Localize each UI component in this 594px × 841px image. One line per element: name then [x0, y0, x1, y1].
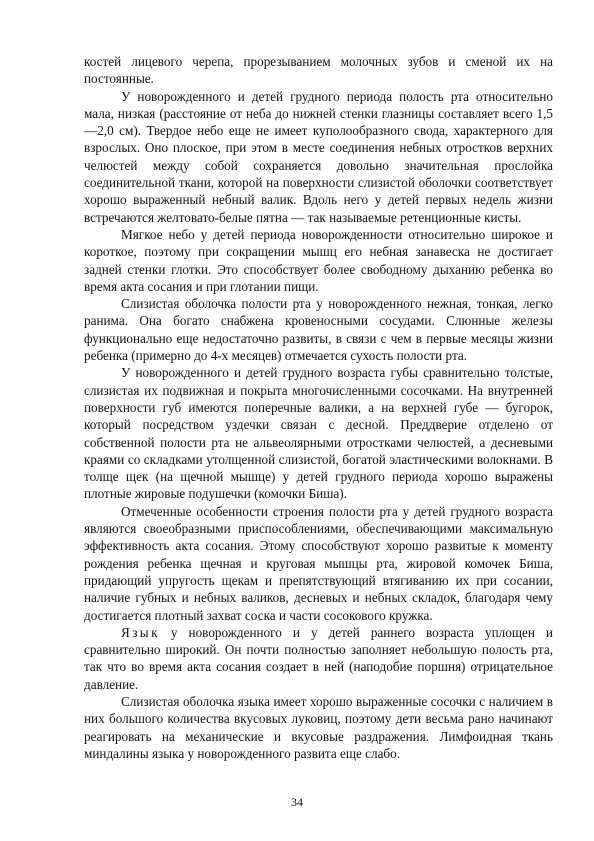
- spaced-term: Язык: [121, 624, 160, 640]
- paragraph-tongue-text: у новорожденного и у детей раннего возраста уплощен и сравнительно широкий. Он почти полностью заполняет небольшую полость рта, так что во время акта сосания создает в ней (наподобие поршня) отрицательное давление.: [84, 624, 553, 692]
- paragraph-tongue-mucosa: Слизистая оболочка языка имеет хорошо выраженные сосочки с наличием в них большого количества вкусовых луковиц, поэтому дети весьма рано начинают реагировать на механические и вкусовые раздражения. Лимфоидная ткань миндалины языка у новорожденного развита еще слабо.: [84, 693, 553, 761]
- paragraph-lips: У новорожденного и детей грудного возраста губы сравнительно толстые, слизистая их подвижная и покрыта многочисленными сосочками. На внутренней поверхности губ имеются поперечные валики, а на верхней губе — бугорок, который посредством уздечки связан с десной. Преддверие отделено от собственной полости рта не альвеолярными отростками челюстей, а десневыми краями со складками утолщенной слизистой, богатой эластическими волокнами. В толще щек (на щечной мышце) у детей грудного периода хорошо выражены плотные жировые подушечки (комочки Биша).: [84, 365, 553, 502]
- paragraph-sucking-adaptations: Отмеченные особенности строения полости рта у детей грудного возраста являются своеобразными приспособлениями, обеспечивающими максимальную эффективность акта сосания. Этому способствуют хорошо развитые к моменту рождения ребенка щечная и круговая мышцы рта, жировой комочек Биша, придающий упругость щекам и препятствующий втягиванию их при сосании, наличие губных и небных валиков, десневых и небных складок, благодаря чему достигается плотный захват соска и части сосокового кружка.: [84, 503, 553, 623]
- paragraph-mucosa: Слизистая оболочка полости рта у новорожденного нежная, тонкая, легко ранима. Она богато снабжена кровеносными сосудами. Слюнные железы функционально еще недостаточно развиты, в связи с чем в первые месяцы жизни ребенка (примерно до 4-х месяцев) отмечается сухость полости рта.: [84, 296, 553, 364]
- paragraph-continuation: костей лицевого черепа, прорезыванием молочных зубов и сменой их на постоянные.: [84, 54, 553, 87]
- page-number: 34: [291, 795, 303, 809]
- paragraph-oral-cavity: У новорожденного и детей грудного периода полость рта относительно мала, низкая (расстояние от неба до нижней стенки глазницы составляет всего 1,5—2,0 см). Твердое небо еще не имеет куполообразного свода, характерного для взрослых. Оно плоское, при этом в месте соединения небных отростков верхних челюстей между собой сохраняется довольно значительная прослойка соединительной ткани, которой на поверхности слизистой оболочки соответствует хорошо выраженный небный валик. Вдоль него у детей первых недель жизни встречаются желтовато-белые пятна — так называемые ретенционные кисты.: [84, 88, 553, 225]
- paragraph-soft-palate: Мягкое небо у детей периода новорожденности относительно широкое и короткое, поэтому при сокращении мышц его небная занавеска не достигает задней стенки глотки. Это способствует более свободному дыханию ребенка во время акта сосания и при глотании пищи.: [84, 226, 553, 294]
- paragraph-tongue: [84, 624, 553, 693]
- body-text: [84, 53, 553, 762]
